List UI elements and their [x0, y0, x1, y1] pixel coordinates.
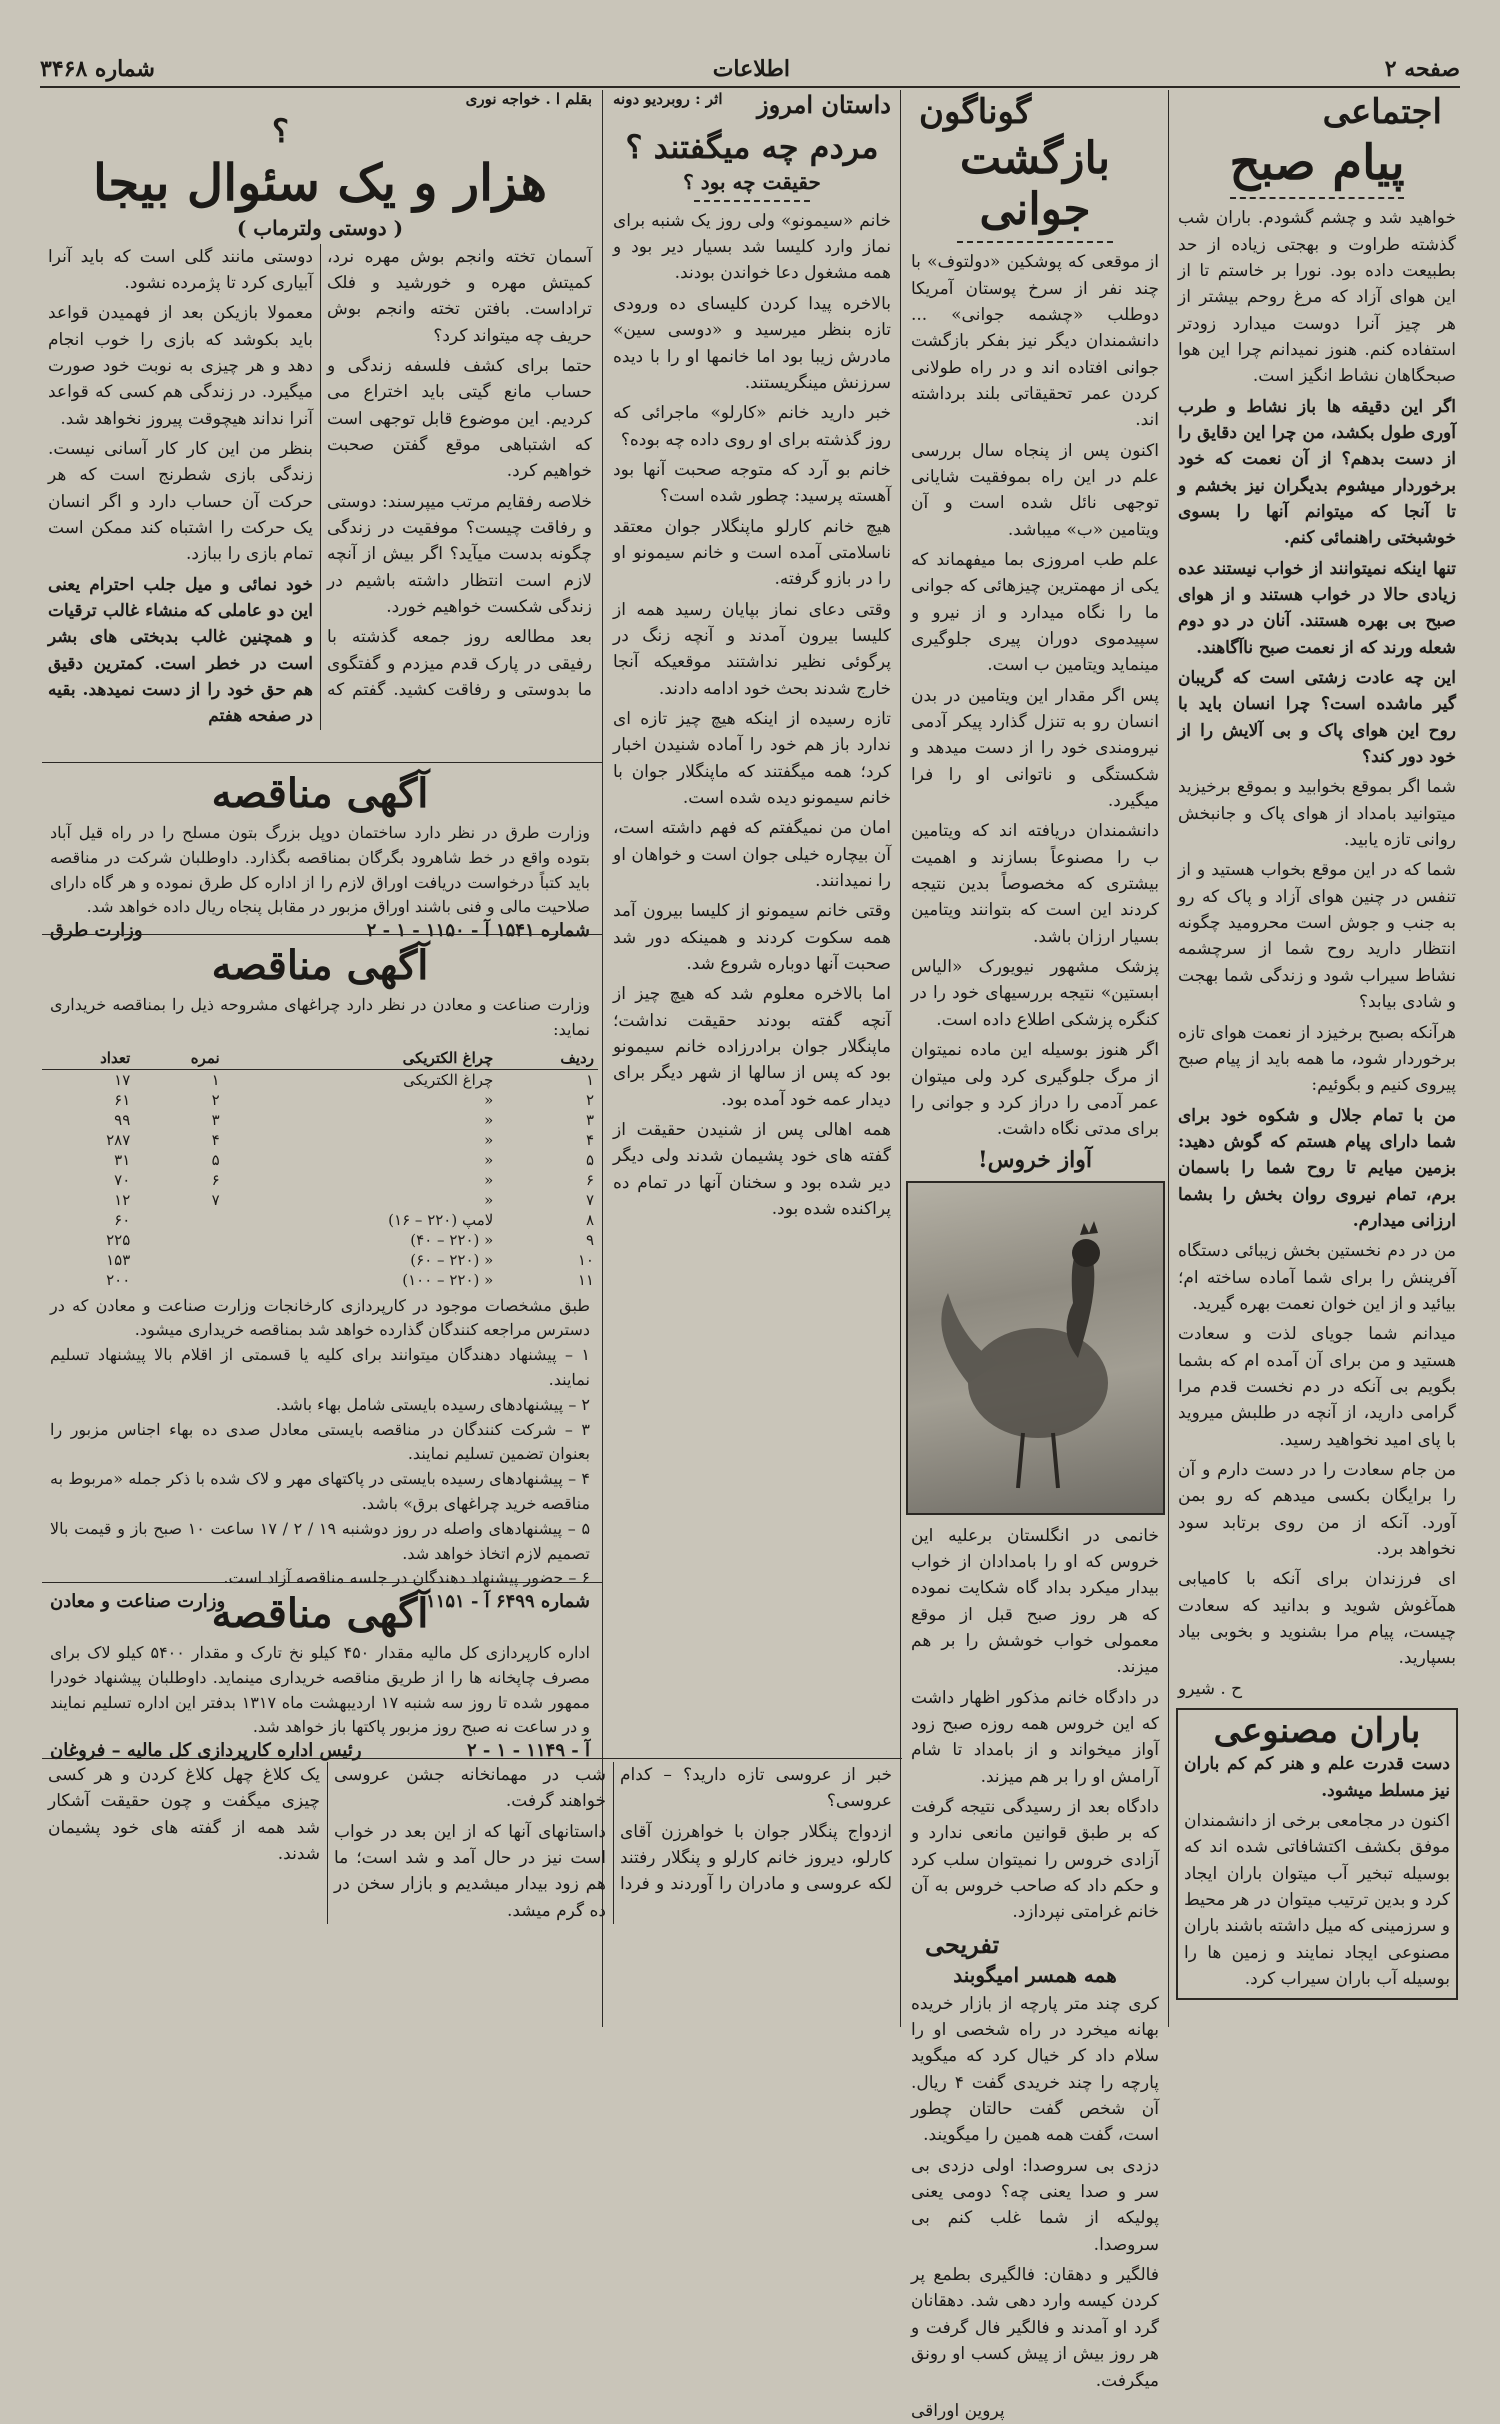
- page-number: صفحه ۲: [1384, 56, 1460, 82]
- author: اثر : روبردیو دونه: [613, 90, 723, 108]
- paragraph: طبق مشخصات موجود در کارپردازی کارخانجات وزارت صناعت و معادن که در دسترس مراجعه کنندگان گذارده خواهد شد بمناقصه خریداری میشود.: [50, 1295, 590, 1340]
- table-cell: ۴: [211, 1130, 220, 1149]
- table-cell: « (۲۲۰ – ۱۰۰): [402, 1270, 494, 1289]
- paragraph: من جام سعادت را در دست دارم و آن را برایگان بکسی میدهم که رو بمن آورد. آنکه از من روی برتابد سود نخواهد برد.: [1178, 1460, 1456, 1560]
- table-cell: ۵: [585, 1150, 594, 1169]
- table-cell: ۲۸۷: [106, 1130, 131, 1149]
- paragraph: شما که در این موقع بخواب هستید و از تنفس در چنین هوای آزاد و پاک که رو به جنب و جوش است محرومید چگونه انتظار دارید روح شما از سرچشمه نشاط سیراب شود و زندگی شما بهجت و شادی بیابد؟: [1178, 860, 1456, 1013]
- paragraph: ۵ – پیشنهادهای واصله در روز دوشنبه ۱۹ / ۲ / ۱۷ ساعت ۱۰ صبح باز و قیمت بالا تصمیم لازم اتخاذ خواهد شد.: [50, 1518, 591, 1563]
- table-cell: ۲: [211, 1090, 220, 1109]
- ad-signature: وزارت طرق: [50, 920, 143, 942]
- paragraph: خانم بو آرد که متوجه صحبت آنها بود آهسته پرسید: چطور شده است؟: [613, 459, 891, 507]
- section-tag: گوناگون: [919, 92, 1032, 132]
- table-row: [42, 1190, 598, 1210]
- story-header: [607, 90, 897, 119]
- table-cell: ۶: [585, 1170, 594, 1189]
- paragraph: فالگیر و دهقان: فالگیری بطمع پر کردن کیسه وارد دهی شد. دهقانان گرد او آمدند و فالگیر فال گرفت و هر روز بیش از پیش کسب او رونق میگرفت.: [911, 2265, 1159, 2391]
- paragraph: ای فرزندان برای آنکه با کامیابی همآغوش شوید و بدانید که سعادت چیست، پیام مرا بشنوید و بخوبی بیاد بسپارید.: [1178, 1569, 1456, 1669]
- paragraph: یک کلاغ چهل کلاغ کردن و هر کسی چیزی میگفت و چون حقیقت آشکار شد همه از گفته های خود پشیمان شدند.: [48, 1765, 320, 1865]
- ad-reference: شماره ۱۵۴۱ آ - ۱۱۵۰ - ۱ - ۲: [366, 920, 590, 942]
- article-body: [905, 1523, 1165, 1926]
- column-header: چراغ الکتریکی: [224, 1047, 498, 1070]
- signature: ح . شیرو: [1178, 1678, 1243, 1699]
- table-cell: ۴: [585, 1130, 594, 1149]
- tender-ad-industry: [42, 938, 598, 1613]
- article-body: [905, 249, 1165, 1142]
- paragraph: ۶ – حضور پیشنهاد دهندگان در جلسه مناقصه آزاد است.: [223, 1568, 590, 1588]
- paragraph: خبر از عروسی تازه دارید؟ – کدام عروسی؟: [620, 1765, 892, 1812]
- paragraph: من با تمام جلال و شکوه خود برای شما دارای پیام هستم که گوش دهید: بزمین میایم تا روح شما را باسمان برم، تمام نیروی روان بخش را بشما ارزانی میدارم.: [1178, 1105, 1456, 1231]
- article-body: [42, 244, 598, 730]
- table-row: [42, 1210, 598, 1230]
- ad-signature: وزارت صناعت و معادن: [50, 1591, 226, 1613]
- paragraph: ۱ – پیشنهاد دهندگان میتوانند برای کلیه یا قسمتی از اقلام بالا پیشنهاد تسلیم نمایند.: [50, 1345, 591, 1389]
- paragraph: خبر دارید خانم «کارلو» ماجرائی که روز گذشته برای او روی داده چه بوده؟: [613, 403, 891, 450]
- table-cell: ۲۲۵: [106, 1230, 131, 1249]
- rooster-photo: [906, 1181, 1165, 1515]
- column-rule: [900, 90, 901, 2027]
- table-cell: ۹۹: [114, 1110, 131, 1129]
- section-divider: [42, 1758, 902, 1759]
- column-rule: [602, 90, 603, 2027]
- table-cell: [134, 1210, 223, 1230]
- paragraph: دزدی بی سروصدا: اولی دزدی بی سر و صدا یعنی چه؟ دومی یعنی پولیکه از شما غلب کنم بی سروصدا.: [911, 2155, 1159, 2255]
- ad-signature: رئیس اداره کارپردازی کل مالیه – فروغان: [50, 1740, 362, 1762]
- column-header: تعداد: [42, 1047, 134, 1070]
- table-cell: ۱۲: [114, 1190, 131, 1209]
- table-cell: [134, 1250, 223, 1270]
- paragraph: خود نمائی و میل جلب احترام یعنی این دو عاملی که منشاء غالب ترقیات و همچنین غالب بدبختی های بشر است در خطر است. کمترین دقیق هم حق خود را از دست نمیدهد. بقیه در صفحه هفتم: [48, 574, 313, 727]
- table-cell: «: [484, 1090, 494, 1109]
- paragraph: تنها اینکه نمیتوانند از خواب نیستند عده زیادی حالا در خواب هستند و از هوای صبح بی بهره هستند. آنان در دو دوم شعله ورند که از نعمت صبح ناآگاهند.: [1178, 558, 1456, 658]
- paragraph: خانمی در انگلستان برعلیه این خروس که او را بامدادان از خواب بیدار میکرد بداد گاه شکایت نموده که هر روز صبح قبل از موقع معمولی خواب خوشش را بر هم میزند.: [911, 1525, 1159, 1678]
- feature-header: [42, 90, 598, 108]
- table-cell: لامپ (۲۲۰ – ۱۶): [388, 1210, 494, 1229]
- article-subtitle: حقیقت چه بود ؟: [683, 169, 821, 194]
- paragraph: ازدواج پنگلار جوان با خواهرزن آقای کارلو، دیروز خانم کارلو و پنگلار رفتند لکه عروسی و مادران را آوردند و فردا شب در مهمانخانه جشن عروسی خواهند گرفت.: [334, 1765, 892, 1895]
- paragraph: بنظر من این کار کار آسانی نیست. زندگی بازی شطرنج است که هر حرکت آن حساب دارد و اگر انسان یک حرکت را اشتباه کند ممکن است تمام بازی را ببازد.: [48, 438, 313, 565]
- section-divider: [42, 934, 602, 935]
- byline: بقلم ا . خواجه نوری: [465, 90, 592, 108]
- article-title: پیام صبح: [1229, 135, 1405, 191]
- newspaper-name: اطلاعات: [712, 56, 790, 82]
- paragraph: شما اگر بموقع بخوابید و بموقع برخیزید میتوانید بامداد از هوای پاک و جانبخش روانی تازه یابید.: [1178, 777, 1456, 851]
- rooster-icon: [908, 1183, 1163, 1513]
- table-row: [42, 1130, 598, 1150]
- paragraph: معمولا بازیکن بعد از فهمیدن قواعد باید بکوشد که بازی را خوب انجام دهد و هر چیزی به نوبت خود صورت میگیرد. در زندگی هم کسی که قواعد آنرا نداند هیچوقت پیروز نخواهد شد.: [48, 303, 313, 429]
- table-row: [42, 1150, 598, 1170]
- paragraph: پزشک مشهور نیویورک «الیاس ابستین» نتیجه بررسیهای خود را در کنگره پزشکی اطلاع داده است.: [911, 957, 1159, 1030]
- paragraph: داستانهای آنها که از این بعد در خواب است نیز در حال آمد و شد است؛ ما هم زود بیدار میشدیم و بازار سخن در ده گرم میشد.: [334, 1821, 606, 1921]
- sub-article-title: آواز خروس!: [977, 1146, 1092, 1173]
- table-row: [42, 1270, 598, 1290]
- table-header-row: [42, 1047, 598, 1070]
- story-column: [607, 90, 897, 1420]
- paragraph: علم طب امروزی بما میفهماند که یکی از مهمترین چیزهائی که جوانی ما را نگاه میدارد و از نیرو و سپیدموی دوران پیری جلوگیری مینماید ویتامین ب است.: [911, 549, 1159, 676]
- table-cell: ۳۱: [114, 1150, 131, 1169]
- sub-article-title: باران مصنوعی: [1213, 1711, 1421, 1752]
- table-cell: ۷: [211, 1190, 220, 1209]
- paragraph: هیچ خانم کارلو ماپنگلار جوان معتقد ناسلامتی آمده است و خانم سیمونو او را در بازو گرفته.: [613, 516, 891, 590]
- table-cell: ۶۱: [114, 1090, 131, 1109]
- question-mark: ؟: [272, 112, 289, 150]
- tender-ad-finance: [42, 1586, 598, 1762]
- table-cell: ۵: [211, 1150, 220, 1169]
- paragraph: من در دم نخستین بخش زیبائی دستگاه آفرینش را برای شما آماده ساخته ام؛ بیائید و از این خوان نعمت بهره گیرید.: [1178, 1241, 1456, 1314]
- tender-ad-roads: [42, 766, 598, 942]
- feature-article: [42, 90, 598, 760]
- paragraph: از موقعی که پوشکین «دولتوف» با چند نفر از سرخ پوستان آمریکا دوطلب «چشمه جوانی» ... دانشمندان دیگر نیز بفکر بازگشت جوانی افتاده اند و در راه طولانی کردن عمر تحقیقاتی بلند برداشته اند.: [911, 252, 1159, 431]
- section-tag: اجتماعی: [1322, 92, 1442, 132]
- ad-reference: آ - ۱۱۴۹ - ۱ - ۲: [466, 1740, 590, 1762]
- paragraph: ۴ – پیشنهادهای رسیده بایستی در پاکتهای مهر و لاک شده با ذکر جمله «مربوط به مناقصه خرید چراغهای برق» باشد.: [50, 1469, 590, 1513]
- ad-body: [42, 1294, 598, 1592]
- sub-article: [1176, 1708, 1458, 2000]
- ad-body: وزارت طرق در نظر دارد ساختمان دوپل بزرگ بتون مسلح را در راه قیل آباد بتوده واقع در خط شاهرود بگرگان بمناقصه بگذارد. داوطلبان شرکت در مناقصه باید کتباً درخواست دریافت اوراق لازم را از اداره کل طرق نموده و هر گاه دارای صلاحیت مالی و فنی باشند اوراق مزبور در مقابل پنجاه ریال داده خواهد شد.: [50, 823, 590, 917]
- paragraph: در دادگاه خانم مذکور اظهار داشت که این خروس همه روزه صبح زود آواز میخواند و از بامداد تا شام آرامش او را بر هم میزند.: [911, 1687, 1159, 1787]
- article-body: [1172, 205, 1462, 1702]
- table-cell: ۳: [211, 1110, 220, 1129]
- table-row: [42, 1110, 598, 1130]
- table-row: [42, 1230, 598, 1250]
- table-cell: ۶۰: [114, 1210, 131, 1229]
- paragraph: اکنون در مجامعی برخی از دانشمندان موفق بکشف اکتشافاتی شده اند که بوسیله تبخیر آب میتوان باران ایجاد کرد و بدین ترتیب میتوان در هر محیط و سرزمینی که میل داشته باشند باران مصنوعی ایجاد نمایند و زمین ها را بوسیله آب باران سیراب کرد.: [1184, 1810, 1450, 1989]
- table-row: [42, 1170, 598, 1190]
- table-cell: ۷۰: [114, 1170, 131, 1189]
- paragraph: خانم «سیمونو» ولی روز یک شنبه برای نماز وارد کلیسا شد بسیار دیر بود و همه مشغول دعا خواندن بودند.: [613, 210, 891, 284]
- table-cell: ۱: [585, 1070, 594, 1089]
- table-cell: ۱۰: [577, 1250, 594, 1269]
- various-column: [905, 90, 1165, 2421]
- table-cell: ۸: [585, 1210, 594, 1229]
- paragraph: حتما برای کشف فلسفه زندگی و حساب مانع گیتی باید اختراع می کردیم. این موضوع قابل توجهی است که اشتباهی موقع گفتن صحبت خواهیم کرد.: [327, 355, 592, 482]
- ad-body: اداره کارپردازی کل مالیه مقدار ۴۵۰ کیلو نخ تارک و مقدار ۵۴۰۰ کیلو لاک برای مصرف چاپخانه ها را از طریق مناقصه خریداری مینماید. داوطلبان پیشنهاد خودرا ممهور شده تا روز سه شنبه ۱۷ اردیبهشت ماه ۱۳۱۷ بدفتر این اداره تسلیم نمایند و در ساعت نه صبح روز مزبور پاکتها باز خواهد شد.: [50, 1643, 590, 1737]
- ad-intro: وزارت صناعت و معادن در نظر دارد چراغهای مشروحه ذیل را بمناقصه خریداری نماید:: [50, 995, 590, 1039]
- story-continuation: [42, 1762, 898, 2032]
- paragraph: دادگاه بعد از رسیدگی نتیجه گرفت که بر طبق قوانین مانعی ندارد و آزادی خروس را نمیتوان سلب کرد و حکم داد که صاحب خروس به آن خانم غرامتی نپردازد.: [911, 1796, 1159, 1923]
- table-cell: «: [484, 1110, 494, 1129]
- table-cell: ۱: [211, 1070, 220, 1089]
- table-row: [42, 1090, 598, 1110]
- ad-title: آگهی مناقصه: [211, 770, 429, 817]
- column-header: نمره: [134, 1047, 223, 1070]
- article-body: [905, 1991, 1165, 2424]
- table-cell: ۲: [585, 1090, 594, 1109]
- paragraph: اما بالاخره معلوم شد که هیچ چیز از آنچه گفته بودند حقیقت نداشت؛ ماپنگلار جوان برادرزاده خانم سیمونو بود که پس از سالها از شهر دیگر برای دیدار عمه خود آمده بود.: [613, 984, 891, 1110]
- table-cell: ۱۱: [577, 1270, 594, 1289]
- table-cell: ۶: [211, 1170, 220, 1189]
- ad-title: آگهی مناقصه: [211, 1590, 429, 1637]
- table-cell: «: [484, 1130, 494, 1149]
- divider: [694, 200, 810, 202]
- article-body: [607, 208, 897, 1223]
- paragraph: ۳ – شرکت کنندگان در مناقصه بایستی معادل صدی ده بهاء اجناس مزبور را بعنوان تضمین تسلیم نمایند.: [50, 1419, 590, 1464]
- table-cell: « (۲۲۰ – ۶۰): [410, 1250, 494, 1269]
- table-cell: ۷: [585, 1190, 594, 1209]
- paragraph: این چه عادت زشتی است که گریبان گیر ماشده است؟ چرا انسان باید با روح این هوای پاک و بی آلایش را از خود دور کند؟: [1178, 668, 1456, 768]
- social-column: [1172, 90, 1462, 2025]
- table-cell: «: [484, 1190, 494, 1209]
- column-rule: [1168, 90, 1169, 2027]
- table-cell: ۱۵۳: [106, 1250, 131, 1269]
- paragraph: امان من نمیگفتم که فهم داشته است، آن بیچاره خیلی جوان است و خواهان او را نمیدانند.: [613, 818, 891, 892]
- section-tag: تفریحی: [925, 1929, 1000, 1959]
- paragraph: کری چند متر پارچه از بازار خریده بهانه میخرد در راه شخصی او را سلام داد کر خیال کرد که میگوید پارچه را چند خریدی گفت ۴ ریال. آن شخص گفت حالتان چطور است، گفت همه همین را میگویند.: [911, 1993, 1159, 2146]
- article-title: هزار و یک سئوال بیجا: [93, 153, 547, 212]
- table-cell: [134, 1270, 223, 1290]
- table-cell: چراغ الکتریکی: [403, 1070, 494, 1089]
- article-title: بازگشت جوانی: [959, 133, 1111, 235]
- ad-title: آگهی مناقصه: [211, 942, 429, 989]
- paragraph: دست قدرت علم و هنر کم کم باران نیز مسلط میشود.: [1184, 1754, 1450, 1801]
- paragraph: خلاصه رفقایم مرتب میپرسند: دوستی و رفاقت چیست؟ موفقیت در زندگی چگونه بدست میآید؟ اگر بیش از آنچه لازم است انتظار داشته باشیم در زندگی شکست خواهیم خورد.: [327, 491, 592, 617]
- section-divider: [42, 762, 602, 763]
- table-cell: «: [484, 1170, 494, 1189]
- page-header: [40, 52, 1460, 88]
- article-subtitle: ( دوستی ولترماب ): [236, 215, 404, 240]
- section-divider: [42, 1582, 602, 1583]
- table-cell: [134, 1230, 223, 1250]
- paragraph: بعد مطالعه روز جمعه گذشته با رفیقی در پارک قدم میزدم و گفتگوی ما بدوستی و رفاقت کشید. گفتم که دوستی مانند گلی است که باید آنرا آبیاری کرد تا پژمرده نشود.: [48, 246, 592, 700]
- table-cell: ۳: [585, 1110, 594, 1129]
- paragraph: وقتی دعای نماز بپایان رسید همه از کلیسا بیرون آمدند و آنچه زنگ در پرگوئی نظیر نداشتند موقعیکه آنجا خارج شدند بحث خود ادامه دادند.: [613, 599, 891, 699]
- ad-reference: شماره ۶۴۹۹ آ - ۱۱۵۱: [426, 1591, 590, 1613]
- paragraph: همه اهالی پس از شنیدن حقیقت از گفته های خود پشیمان شدند ولی دیگر دیر شده بود و سخنان آنها در تمام ده پراکنده شده بود.: [613, 1120, 891, 1220]
- divider: [1230, 197, 1404, 199]
- paragraph: اگر هنوز بوسیله این ماده نمیتوان از مرگ جلوگیری کرد ولی میتوان عمر آدمی را دراز کرد و جوانی را برای مدتی نگاه داشت.: [911, 1040, 1159, 1140]
- paragraph: اگر این دقیقه ها باز نشاط و طرب آوری طول بکشد، من چرا این دقایق را از دست بدهم؟ از آن نعمت که خود برخوردار میشوم بدیگران نیز بخشم و تا آنجا که میتوانم آنها را بسوی خوشبختی راهنمائی کنم.: [1178, 396, 1456, 549]
- article-title: مردم چه میگفتند ؟: [625, 128, 879, 166]
- paragraph: دانشمندان دریافته اند که ویتامین ب را مصنوعاً بسازند و اهمیت بیشتری که مخصوصاً بدین نتیجه کردند این است که بتوانند ویتامین بسیار ارزان باشد.: [911, 821, 1159, 947]
- sub-article-title: همه همسر امیگوبند: [953, 1962, 1117, 1987]
- signature: پروین اوراقی: [911, 2400, 1005, 2421]
- paragraph: بالاخره پیدا کردن کلیساى ده ورودی تازه بنظر میرسید و «دوسی سین» مادرش زیبا بود اما خانمها او را با دیده سرزنش مینگریستند.: [613, 293, 891, 393]
- article-body: [42, 1762, 898, 1924]
- paragraph: ۲ – پیشنهادهای رسیده بایستی شامل بهاء باشد.: [275, 1394, 590, 1414]
- paragraph: اکنون پس از پنجاه سال بررسی علم در این راه بموفقیت شایانی توجهی نائل شده است و آن ویتامین «ب» میباشد.: [911, 440, 1159, 540]
- table-row: [42, 1069, 598, 1090]
- table-cell: ۹: [585, 1230, 594, 1249]
- items-table: [42, 1047, 598, 1290]
- table-cell: ۲۰۰: [106, 1270, 131, 1289]
- table-body: [42, 1069, 598, 1290]
- paragraph: خواهید شد و چشم گشودم. باران شب گذشته طراوت و بهجتی زیاده از حد بطبیعت داده بود. نورا بر خاستم تا از این هوای آزاد که مرغ روحم بیشتر از هر چیز آنرا دوست میدارد زودتر استفاده کنم. هنوز نمیدانم چرا این هوا صبحگاهان نشاط انگیز است.: [1178, 208, 1456, 387]
- table-cell: «: [484, 1150, 494, 1169]
- paragraph: میدانم شما جویای لذت و سعادت هستید و من برای آن آمده ام که بشما بگویم بی آنکه در دم نخست قدم مرا گرامی دارید، از آنچه در طلبش میروید با پای امید نخواهید رسید.: [1178, 1324, 1456, 1450]
- table-cell: ۱۷: [114, 1070, 131, 1089]
- table-row: [42, 1250, 598, 1270]
- paragraph: پس اگر مقدار این ویتامین در بدن انسان رو به تنزل گذارد پیکر آدمی نیرومندی خود را از دست میدهد و شکستگی و ناتوانی او را فرا میگیرد.: [911, 685, 1159, 812]
- section-tag: داستان امروز: [757, 90, 891, 119]
- issue-number: شماره ۳۴۶۸: [40, 56, 155, 82]
- table-cell: « (۲۲۰ – ۴۰): [410, 1230, 494, 1249]
- paragraph: آسمان تخته وانجم بوش مهره نرد، کمیتش مهره و خورشید و فلک تراداست. بافتن تخته وانجم بوش حریف چه میتواند کرد؟: [327, 246, 592, 346]
- paragraph: تازه رسیده از اینکه هیچ چیز تازه ای ندارد باز هم خود را آماده شنیدن اخبار کرد؛ همه میگفتند که ماپنگلار جوان با خانم سیمونو دیده شده است.: [613, 708, 891, 809]
- column-header: ردیف: [497, 1047, 598, 1070]
- paragraph: وقتی خانم سیمونو از کلیسا بیرون آمد همه سکوت کردند و همینکه دور شد صحبت آنها دوباره شروع شد.: [613, 901, 891, 975]
- paragraph: هرآنکه بصبح برخیزد از نعمت هوای تازه برخوردار شود، ما همه باید از پیام صبح پیروی کنیم و بگوئیم:: [1178, 1022, 1456, 1096]
- divider: [957, 241, 1113, 243]
